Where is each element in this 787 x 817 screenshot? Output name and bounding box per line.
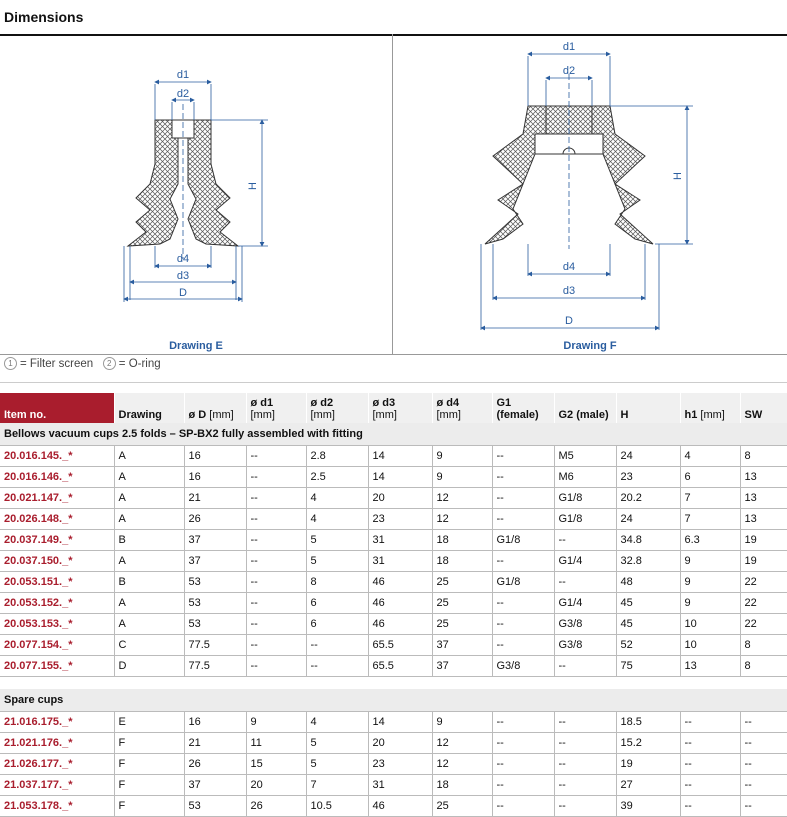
cell-h1: 9 xyxy=(680,593,740,614)
cell-D: 21 xyxy=(184,488,246,509)
cell-g1: -- xyxy=(492,551,554,572)
cell-item: 21.021.176._* xyxy=(0,733,114,754)
col-d1: ø d1 [mm] xyxy=(246,393,306,423)
cell-H: 45 xyxy=(616,614,680,635)
cell-item: 21.016.175._* xyxy=(0,712,114,733)
cell-g2: G1/8 xyxy=(554,488,616,509)
legend-marker-2: 2 xyxy=(103,357,116,370)
drawing-f-label-d2: d2 xyxy=(562,65,576,77)
cell-drawing: F xyxy=(114,775,184,796)
drawing-e-label-D: D xyxy=(179,287,187,299)
cell-g2: M6 xyxy=(554,467,616,488)
cell-sw: -- xyxy=(740,733,787,754)
cell-D: 26 xyxy=(184,754,246,775)
cell-g2: G3/8 xyxy=(554,635,616,656)
col-item-no: Item no. xyxy=(0,393,114,423)
cell-D: 53 xyxy=(184,796,246,817)
col-g1: G1 (female) xyxy=(492,393,554,423)
cell-sw: 22 xyxy=(740,572,787,593)
cell-h1: 10 xyxy=(680,614,740,635)
cell-d1: -- xyxy=(246,509,306,530)
cell-d4: 37 xyxy=(432,656,492,677)
cell-d2: -- xyxy=(306,656,368,677)
cell-d1: -- xyxy=(246,593,306,614)
table-row xyxy=(0,467,787,488)
cell-g2: -- xyxy=(554,530,616,551)
cell-item: 20.016.145._* xyxy=(0,446,114,467)
cell-drawing: A xyxy=(114,551,184,572)
cell-d2: 5 xyxy=(306,733,368,754)
cell-d3: 14 xyxy=(368,446,432,467)
cell-d1: 20 xyxy=(246,775,306,796)
drawing-e-label-H: H xyxy=(247,182,259,190)
cell-sw: -- xyxy=(740,712,787,733)
cell-H: 32.8 xyxy=(616,551,680,572)
cell-h1: 10 xyxy=(680,635,740,656)
table-header-row xyxy=(0,393,787,423)
cell-H: 18.5 xyxy=(616,712,680,733)
cell-d1: -- xyxy=(246,614,306,635)
table-row xyxy=(0,754,787,775)
cell-d4: 25 xyxy=(432,572,492,593)
cell-h1: -- xyxy=(680,733,740,754)
table-row xyxy=(0,775,787,796)
cell-item: 20.037.149._* xyxy=(0,530,114,551)
table-row xyxy=(0,733,787,754)
cell-d4: 12 xyxy=(432,733,492,754)
cell-sw: 13 xyxy=(740,509,787,530)
cell-d2: 4 xyxy=(306,509,368,530)
col-d2: ø d2 [mm] xyxy=(306,393,368,423)
drawing-e-label-d3: d3 xyxy=(176,270,190,282)
cell-H: 34.8 xyxy=(616,530,680,551)
cell-g2: G3/8 xyxy=(554,614,616,635)
section-header-row xyxy=(0,689,787,712)
cell-sw: 19 xyxy=(740,530,787,551)
cell-D: 53 xyxy=(184,593,246,614)
cell-drawing: D xyxy=(114,656,184,677)
dimensions-table xyxy=(0,393,787,817)
cell-drawing: F xyxy=(114,733,184,754)
cell-d3: 65.5 xyxy=(368,635,432,656)
cell-D: 53 xyxy=(184,572,246,593)
cell-d2: 6 xyxy=(306,614,368,635)
col-h1: h1 [mm] xyxy=(680,393,740,423)
cell-sw: -- xyxy=(740,754,787,775)
cell-d2: 6 xyxy=(306,593,368,614)
cell-D: 37 xyxy=(184,530,246,551)
cell-sw: 19 xyxy=(740,551,787,572)
cell-g1: G3/8 xyxy=(492,656,554,677)
cell-g1: -- xyxy=(492,754,554,775)
drawing-f-panel xyxy=(393,34,787,355)
cell-d2: 5 xyxy=(306,530,368,551)
cell-H: 48 xyxy=(616,572,680,593)
table-row xyxy=(0,593,787,614)
cell-drawing: F xyxy=(114,796,184,817)
col-sw: SW xyxy=(740,393,787,423)
col-drawing: Drawing xyxy=(114,393,184,423)
cell-H: 27 xyxy=(616,775,680,796)
cell-d3: 46 xyxy=(368,572,432,593)
cell-item: 20.053.153._* xyxy=(0,614,114,635)
legend-marker-1: 1 xyxy=(4,357,17,370)
cell-h1: -- xyxy=(680,775,740,796)
cell-d2: 5 xyxy=(306,551,368,572)
cell-d2: 8 xyxy=(306,572,368,593)
cell-g2: -- xyxy=(554,656,616,677)
cell-g1: -- xyxy=(492,446,554,467)
cell-drawing: A xyxy=(114,488,184,509)
cell-g1: -- xyxy=(492,488,554,509)
cell-H: 52 xyxy=(616,635,680,656)
cell-H: 19 xyxy=(616,754,680,775)
cell-g2: -- xyxy=(554,775,616,796)
cell-item: 21.053.178._* xyxy=(0,796,114,817)
cell-d4: 12 xyxy=(432,509,492,530)
table-row xyxy=(0,530,787,551)
cell-d4: 12 xyxy=(432,754,492,775)
cell-d3: 65.5 xyxy=(368,656,432,677)
cell-g2: G1/4 xyxy=(554,551,616,572)
cell-h1: 7 xyxy=(680,488,740,509)
cell-h1: -- xyxy=(680,796,740,817)
table-row xyxy=(0,572,787,593)
cell-sw: 8 xyxy=(740,656,787,677)
table-row xyxy=(0,656,787,677)
cell-item: 21.026.177._* xyxy=(0,754,114,775)
legend-o-ring: = O-ring xyxy=(118,358,161,370)
cell-d3: 14 xyxy=(368,467,432,488)
drawing-f-label-D: D xyxy=(565,315,573,327)
cell-H: 75 xyxy=(616,656,680,677)
cell-d1: -- xyxy=(246,572,306,593)
cell-d3: 31 xyxy=(368,775,432,796)
cell-H: 23 xyxy=(616,467,680,488)
cell-sw: 13 xyxy=(740,467,787,488)
cell-g2: -- xyxy=(554,754,616,775)
cell-d3: 46 xyxy=(368,593,432,614)
col-d4: ø d4 [mm] xyxy=(432,393,492,423)
col-H: H xyxy=(616,393,680,423)
cell-h1: 6.3 xyxy=(680,530,740,551)
cell-d1: -- xyxy=(246,530,306,551)
drawing-e-panel xyxy=(0,34,393,355)
cell-drawing: A xyxy=(114,509,184,530)
cell-h1: 6 xyxy=(680,467,740,488)
cell-d1: 9 xyxy=(246,712,306,733)
cell-drawing: B xyxy=(114,572,184,593)
cell-H: 20.2 xyxy=(616,488,680,509)
spacer-row xyxy=(0,677,787,690)
cell-drawing: F xyxy=(114,754,184,775)
cell-D: 16 xyxy=(184,446,246,467)
cell-sw: 22 xyxy=(740,593,787,614)
cell-h1: 9 xyxy=(680,572,740,593)
cell-g2: G1/8 xyxy=(554,509,616,530)
cell-d3: 31 xyxy=(368,530,432,551)
cell-d3: 20 xyxy=(368,488,432,509)
cell-d1: -- xyxy=(246,488,306,509)
section-title: Bellows vacuum cups 2.5 folds – SP-BX2 fully assembled with fitting xyxy=(0,423,787,446)
cell-d2: 2.5 xyxy=(306,467,368,488)
cell-d4: 25 xyxy=(432,796,492,817)
cell-drawing: B xyxy=(114,530,184,551)
cell-d3: 14 xyxy=(368,712,432,733)
cell-d2: -- xyxy=(306,635,368,656)
cell-g2: -- xyxy=(554,572,616,593)
cell-drawing: A xyxy=(114,446,184,467)
cell-d4: 9 xyxy=(432,446,492,467)
cell-D: 37 xyxy=(184,775,246,796)
cell-drawing: A xyxy=(114,593,184,614)
cell-d2: 5 xyxy=(306,754,368,775)
cell-d1: 26 xyxy=(246,796,306,817)
table-body xyxy=(0,423,787,817)
cell-g2: -- xyxy=(554,796,616,817)
table-row xyxy=(0,796,787,817)
cell-sw: -- xyxy=(740,775,787,796)
table-row xyxy=(0,712,787,733)
cell-d3: 31 xyxy=(368,551,432,572)
table-row xyxy=(0,446,787,467)
cell-g1: -- xyxy=(492,614,554,635)
drawing-e-label-d2: d2 xyxy=(176,88,190,100)
cell-D: 53 xyxy=(184,614,246,635)
cell-d1: -- xyxy=(246,656,306,677)
table-row xyxy=(0,509,787,530)
cell-item: 20.077.155._* xyxy=(0,656,114,677)
cell-d3: 23 xyxy=(368,754,432,775)
cell-sw: 22 xyxy=(740,614,787,635)
cell-h1: 7 xyxy=(680,509,740,530)
drawing-e-label-d4: d4 xyxy=(176,253,190,265)
cell-D: 77.5 xyxy=(184,656,246,677)
cell-d3: 23 xyxy=(368,509,432,530)
table-row xyxy=(0,614,787,635)
cell-drawing: E xyxy=(114,712,184,733)
cell-d4: 18 xyxy=(432,530,492,551)
cell-g1: -- xyxy=(492,509,554,530)
cell-d4: 25 xyxy=(432,614,492,635)
cell-D: 16 xyxy=(184,467,246,488)
cell-sw: -- xyxy=(740,796,787,817)
cell-d1: -- xyxy=(246,446,306,467)
cell-d3: 46 xyxy=(368,614,432,635)
page-header xyxy=(0,0,787,36)
cell-d1: -- xyxy=(246,551,306,572)
page-title: Dimensions xyxy=(4,9,84,25)
cell-item: 20.016.146._* xyxy=(0,467,114,488)
cell-d4: 9 xyxy=(432,712,492,733)
cell-sw: 8 xyxy=(740,635,787,656)
cell-g1: G1/8 xyxy=(492,572,554,593)
cell-d1: 15 xyxy=(246,754,306,775)
drawing-f-label-H: H xyxy=(672,172,684,180)
cell-d2: 4 xyxy=(306,488,368,509)
cell-d1: -- xyxy=(246,467,306,488)
cell-item: 20.053.152._* xyxy=(0,593,114,614)
cell-g2: -- xyxy=(554,733,616,754)
section-header-row xyxy=(0,423,787,446)
cell-g1: G1/8 xyxy=(492,530,554,551)
cell-g1: -- xyxy=(492,775,554,796)
drawing-f-label-d4: d4 xyxy=(562,261,576,273)
cell-g1: -- xyxy=(492,712,554,733)
cell-D: 37 xyxy=(184,551,246,572)
divider xyxy=(0,382,787,383)
cell-H: 24 xyxy=(616,446,680,467)
cell-d2: 4 xyxy=(306,712,368,733)
cell-g2: M5 xyxy=(554,446,616,467)
cell-sw: 8 xyxy=(740,446,787,467)
cell-d4: 12 xyxy=(432,488,492,509)
cell-D: 77.5 xyxy=(184,635,246,656)
cell-g2: G1/4 xyxy=(554,593,616,614)
table-row xyxy=(0,488,787,509)
cell-d4: 37 xyxy=(432,635,492,656)
cell-D: 16 xyxy=(184,712,246,733)
cell-d3: 46 xyxy=(368,796,432,817)
cell-D: 21 xyxy=(184,733,246,754)
cell-h1: -- xyxy=(680,712,740,733)
cell-H: 24 xyxy=(616,509,680,530)
cell-g2: -- xyxy=(554,712,616,733)
cell-d1: 11 xyxy=(246,733,306,754)
cell-g1: -- xyxy=(492,733,554,754)
table-row xyxy=(0,635,787,656)
cell-h1: 9 xyxy=(680,551,740,572)
cell-h1: -- xyxy=(680,754,740,775)
drawing-f-label-d3: d3 xyxy=(562,285,576,297)
cell-g1: -- xyxy=(492,593,554,614)
col-g2: G2 (male) xyxy=(554,393,616,423)
drawing-e-figure xyxy=(0,34,392,354)
cell-item: 20.021.147._* xyxy=(0,488,114,509)
cell-item: 20.037.150._* xyxy=(0,551,114,572)
cell-d3: 20 xyxy=(368,733,432,754)
cell-h1: 13 xyxy=(680,656,740,677)
cell-H: 39 xyxy=(616,796,680,817)
col-D: ø D [mm] xyxy=(184,393,246,423)
cell-D: 26 xyxy=(184,509,246,530)
cell-d4: 18 xyxy=(432,775,492,796)
cell-g1: -- xyxy=(492,796,554,817)
cell-g1: -- xyxy=(492,467,554,488)
cell-H: 45 xyxy=(616,593,680,614)
cell-sw: 13 xyxy=(740,488,787,509)
drawing-f-figure xyxy=(393,34,787,354)
drawing-e-caption: Drawing E xyxy=(169,340,223,352)
cell-item: 20.053.151._* xyxy=(0,572,114,593)
cell-d2: 10.5 xyxy=(306,796,368,817)
cell-d1: -- xyxy=(246,635,306,656)
cell-item: 21.037.177._* xyxy=(0,775,114,796)
cell-H: 15.2 xyxy=(616,733,680,754)
cell-d2: 7 xyxy=(306,775,368,796)
cell-d4: 25 xyxy=(432,593,492,614)
cell-g1: -- xyxy=(492,635,554,656)
col-d3: ø d3 [mm] xyxy=(368,393,432,423)
drawing-f-label-d1: d1 xyxy=(562,41,576,53)
section-title: Spare cups xyxy=(0,689,787,712)
cell-item: 20.026.148._* xyxy=(0,509,114,530)
cell-d2: 2.8 xyxy=(306,446,368,467)
cell-h1: 4 xyxy=(680,446,740,467)
cell-item: 20.077.154._* xyxy=(0,635,114,656)
drawing-f-caption: Drawing F xyxy=(563,340,617,352)
cell-d4: 18 xyxy=(432,551,492,572)
cell-drawing: A xyxy=(114,467,184,488)
legend xyxy=(4,357,161,370)
table-row xyxy=(0,551,787,572)
cell-drawing: A xyxy=(114,614,184,635)
cell-drawing: C xyxy=(114,635,184,656)
legend-filter-screen: = Filter screen xyxy=(20,358,94,370)
drawing-e-label-d1: d1 xyxy=(176,69,190,81)
cell-d4: 9 xyxy=(432,467,492,488)
